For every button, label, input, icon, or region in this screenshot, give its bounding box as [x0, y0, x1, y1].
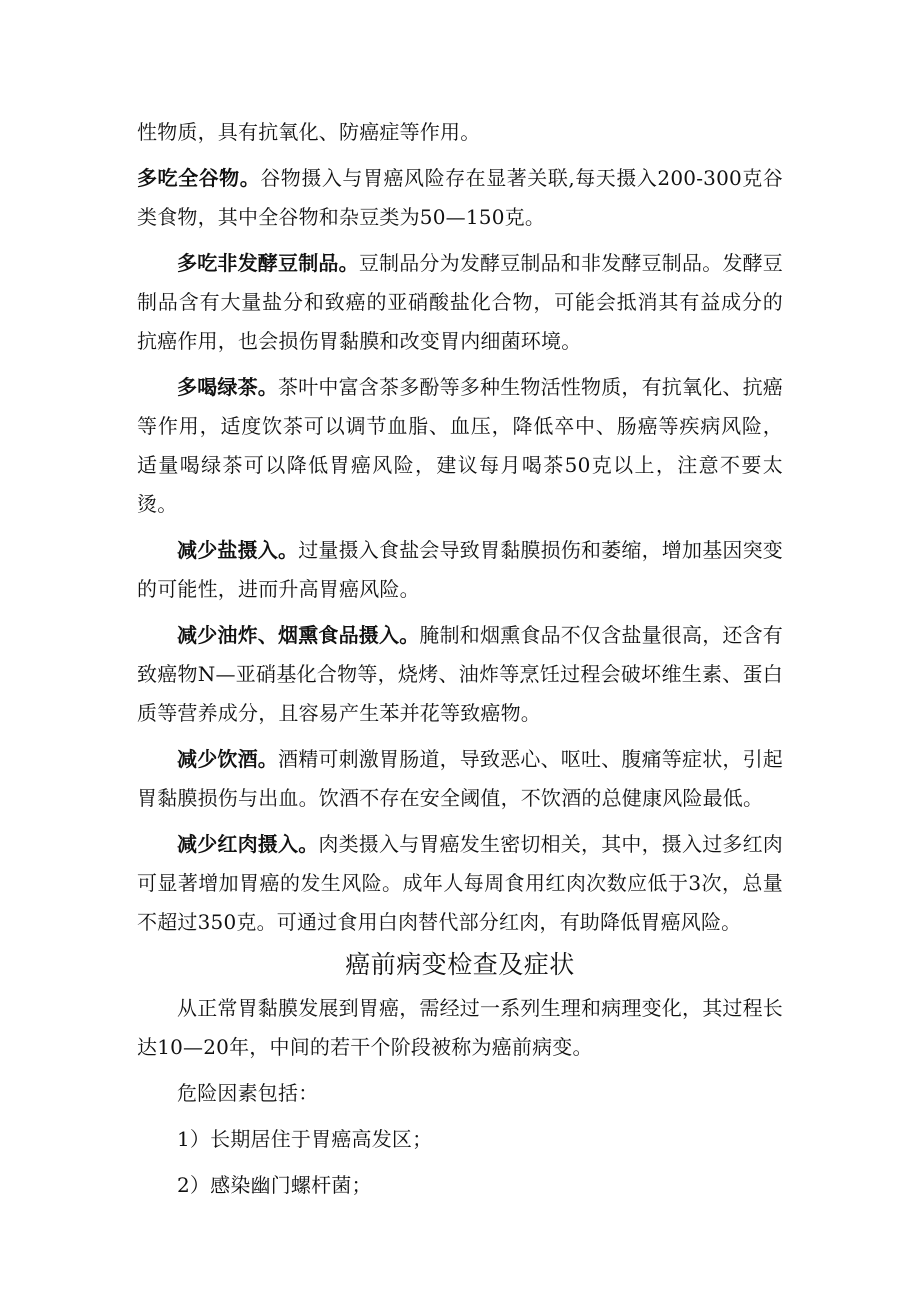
- paragraph-reduce-salt: [137, 531, 783, 609]
- paragraph-non-fermented-soy: [137, 244, 783, 361]
- paragraph-reduce-red-meat: [137, 825, 783, 942]
- paragraph-text: 腌制和烟熏食品不仅含盐量很高，还含有致癌物N—亚硝基化合物等，烧烤、油炸等烹饪过程会破坏维生素、蛋白质等营养成分，且容易产生苯并花等致癌物。: [137, 623, 784, 725]
- paragraph-reduce-alcohol: [137, 740, 783, 818]
- paragraph-lead: 减少盐摄入。: [177, 538, 299, 562]
- paragraph-text: 酒精可刺激胃肠道，导致恶心、呕吐、腹痛等症状，引起胃黏膜损伤与出血。饮酒不存在安全阈值，不饮酒的总健康风险最低。: [137, 747, 783, 810]
- paragraph-text: 过量摄入食盐会导致胃黏膜损伤和萎缩，增加基因突变的可能性，进而升高胃癌风险。: [137, 538, 784, 601]
- paragraph-text: 茶叶中富含茶多酚等多种生物活性物质，有抗氧化、抗癌等作用，适度饮茶可以调节血脂、血压，降低卒中、肠癌等疾病风险，适量喝绿茶可以降低胃癌风险，建议每月喝茶50克以上，注意不要太烫。: [137, 375, 783, 516]
- paragraph-text: 肉类摄入与胃癌发生密切相关，其中，摄入过多红肉可显著增加胃癌的发生风险。成年人每周食用红肉次数应低于3次，总量不超过350克。可通过食用白肉替代部分红肉，有助降低胃癌风险。: [137, 832, 784, 934]
- paragraph-green-tea: [137, 368, 783, 524]
- paragraph-lead: 减少红肉摄入。: [177, 832, 319, 856]
- document-content: [137, 113, 783, 1212]
- risk-factor-item: 1）长期居住于胃癌高发区；: [177, 1127, 433, 1151]
- paragraph-lead: 多喝绿茶。: [177, 375, 278, 399]
- risk-factors-label: 危险因素包括：: [177, 1081, 319, 1105]
- paragraph-lead: 减少饮酒。: [177, 747, 278, 771]
- paragraph-whole-grains: [137, 159, 783, 237]
- section-title: 癌前病变检查及症状: [345, 950, 575, 979]
- paragraph-lead: 减少油炸、烟熏食品摄入。: [177, 623, 420, 647]
- paragraph-reduce-fried-smoked: [137, 616, 783, 733]
- paragraph-text: 豆制品分为发酵豆制品和非发酵豆制品。发酵豆制品含有大量盐分和致癌的亚硝酸盐化合物，可能会抵消其有益成分的抗癌作用，也会损伤胃黏膜和改变胃内细菌环境。: [137, 251, 784, 353]
- intro-tail-paragraph: 性物质，具有抗氧化、防癌症等作用。: [137, 120, 481, 144]
- risk-factor-item: 2）感染幽门螺杆菌；: [177, 1173, 372, 1197]
- paragraph-lead: 多吃全谷物。: [137, 166, 261, 190]
- paragraph-lead: 多吃非发酵豆制品。: [177, 251, 359, 275]
- section-intro-paragraph: 从正常胃黏膜发展到胃癌，需经过一系列生理和病理变化，其过程长达10—20年，中间的若干个阶段被称为癌前病变。: [137, 996, 783, 1059]
- paragraph-text: 谷物摄入与胃癌风险存在显著关联,每天摄入200-300克谷类食物，其中全谷物和杂豆类为50—150克。: [137, 166, 784, 229]
